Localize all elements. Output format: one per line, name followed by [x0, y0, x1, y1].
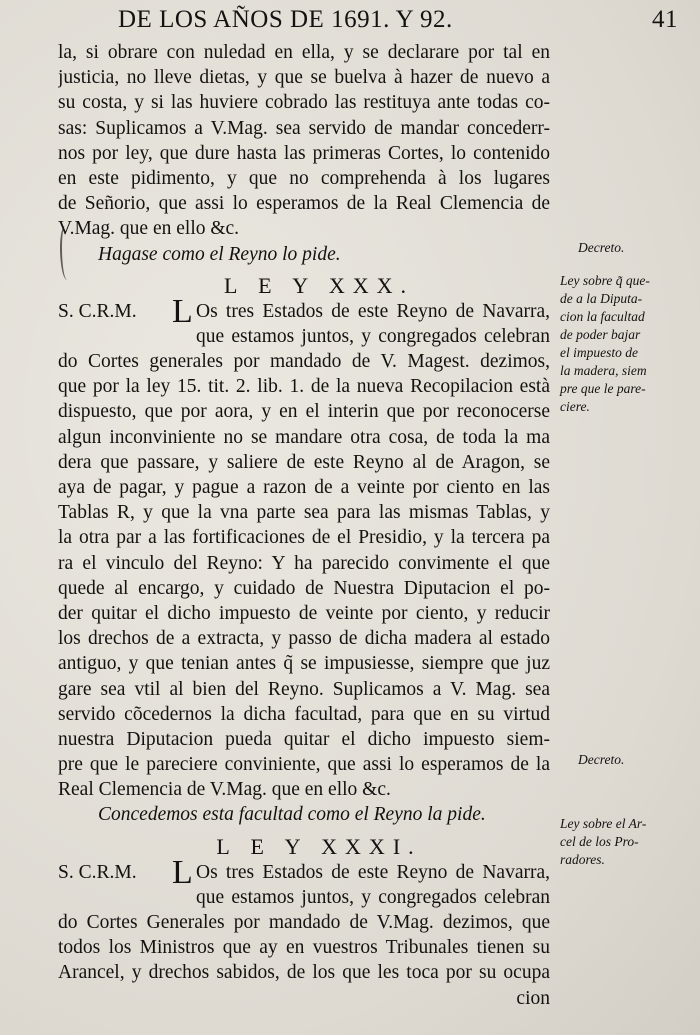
margin-note-line: el impuesto de — [560, 345, 638, 360]
text-line: gare sea vtil al bien del Reyno. Suplicamos a V. Mag. sea — [58, 678, 550, 700]
text-line: ra el vinculo del Reyno: Y ha parecido convimente el que — [58, 552, 550, 574]
catchword: cion — [516, 987, 550, 1009]
text-line: do Cortes Generales por mandado de V.Mag. dezimos, que — [58, 912, 550, 933]
text-line: do Cortes generales por mandado de V. Magest. dezimos, — [58, 351, 550, 373]
margin-decreto-2: Decreto. — [578, 752, 625, 767]
margin-note-line: cion la facultad — [560, 309, 645, 324]
text-line: aya de pagar, y pague a razon de a veinte por ciento en las — [58, 477, 550, 498]
law-heading-30: L E Y XXX. — [224, 272, 414, 298]
running-header — [118, 6, 678, 34]
text-line: der quitar el dicho impuesto de veinte por ciento, y reducir — [58, 602, 550, 624]
text-line: quede al encargo, y cuidado de Nuestra Diputacion el po- — [58, 577, 550, 599]
text-line: antiguo, y que tenian antes q̃ se impusiesse, siempre que juz — [58, 653, 550, 675]
text-line: de Señorio, que assi lo esperamos de la Real Clemencia de — [58, 193, 550, 215]
margin-note-line: Ley sobre q̃ que- — [560, 273, 650, 288]
law-30-second-line: que estamos juntos, y congregados celebran — [196, 325, 550, 347]
text-line: pre que le pareciere conviniente, que assi lo esperamos de la — [58, 754, 550, 776]
page-number: 41 — [652, 6, 678, 33]
text-line: que por la ley 15. tit. 2. lib. 1. de la nueva Recopilacion està — [58, 376, 550, 398]
law-heading-31: L E Y XXXI. — [216, 833, 422, 859]
decree-text-2: Concedemos esta facultad como el Reyno la pide. — [98, 804, 486, 826]
margin-note-law-31 — [560, 815, 698, 869]
margin-note-law-30 — [560, 272, 698, 416]
law-31-second-line: que estamos juntos, y congregados celebran — [196, 886, 550, 908]
text-line: dispuesto, que por aora, y en el interin que por reconocerse — [58, 401, 550, 423]
text-line: todos los Ministros que ay en vuestros Tribunales tienen su — [58, 937, 550, 959]
law-31-first-line: Os tres Estados de este Reyno de Navarra, — [196, 861, 550, 883]
text-line: nos por ley, que dure hasta las primeras Cortes, lo contenido — [58, 142, 550, 164]
margin-note-line: ciere. — [560, 399, 590, 414]
margin-note-line: cel de los Pro- — [560, 834, 639, 849]
text-line: Tablas R, y que la vna parte sea para las mismas Tablas, y — [58, 502, 550, 524]
text-line: nuestra Diputacion pueda quitar el dicho impuesto siem- — [58, 728, 550, 750]
margin-decreto-1: Decreto. — [578, 240, 625, 255]
text-line: Real Clemencia de V.Mag. que en ello &c. — [58, 779, 391, 801]
margin-note-line: Ley sobre el Ar- — [560, 816, 647, 831]
margin-note-line: la madera, siem — [560, 363, 647, 378]
text-line: los drechos de a extracta, y passo de dicha madera al estado — [58, 628, 550, 650]
text-line: en este pidimento, y que no comprehenda à los lugares — [58, 167, 550, 189]
text-line: dera que passare, y saliere de este Reyno al de Aragon, se — [58, 451, 550, 473]
decree-text-1: Hagase como el Reyno lo pide. — [98, 243, 341, 265]
text-line: su costa, y si las huviere cobrado las restituya ante todas co- — [58, 92, 550, 114]
text-line: sas: Suplicamos a V.Mag. sea servido de mandar concederr- — [58, 117, 550, 139]
text-line: justicia, no lleve dietas, y que se buelva à hazer de nuevo a — [58, 67, 550, 89]
law-31-initial: L — [172, 853, 193, 891]
text-line: algun inconviniente no se mandare otra cosa, de toda la ma — [58, 426, 550, 448]
text-line: Arancel, y drechos sabidos, de los que les toca por su ocupa — [58, 962, 550, 984]
text-line: la otra par a las fortificaciones de el Presidio, y la tercera pa — [58, 527, 550, 549]
law-30-opening — [58, 292, 550, 330]
text-line: V.Mag. que en ello &c. — [58, 218, 240, 240]
law-30-salutation: S. C.R.M. — [58, 300, 137, 322]
margin-note-line: de poder bajar — [560, 327, 641, 342]
text-line: servido cõcedernos la dicha facultad, para que en su virtud — [58, 703, 550, 725]
margin-note-line: radores. — [560, 852, 605, 867]
law-31-salutation: S. C.R.M. — [58, 861, 137, 883]
text-line: la, si obrare con nuledad en ella, y se declarare por tal en — [58, 42, 550, 63]
law-30-first-line: Os tres Estados de este Reyno de Navarra, — [196, 300, 550, 322]
running-title: DE LOS AÑOS DE 1691. Y 92. — [118, 6, 453, 33]
law-30-initial: L — [172, 292, 193, 330]
main-text-column — [58, 40, 550, 1011]
law-31-opening — [58, 853, 550, 891]
margin-note-line: pre que le pare- — [560, 381, 646, 396]
margin-note-line: de a la Diputa- — [560, 291, 643, 306]
